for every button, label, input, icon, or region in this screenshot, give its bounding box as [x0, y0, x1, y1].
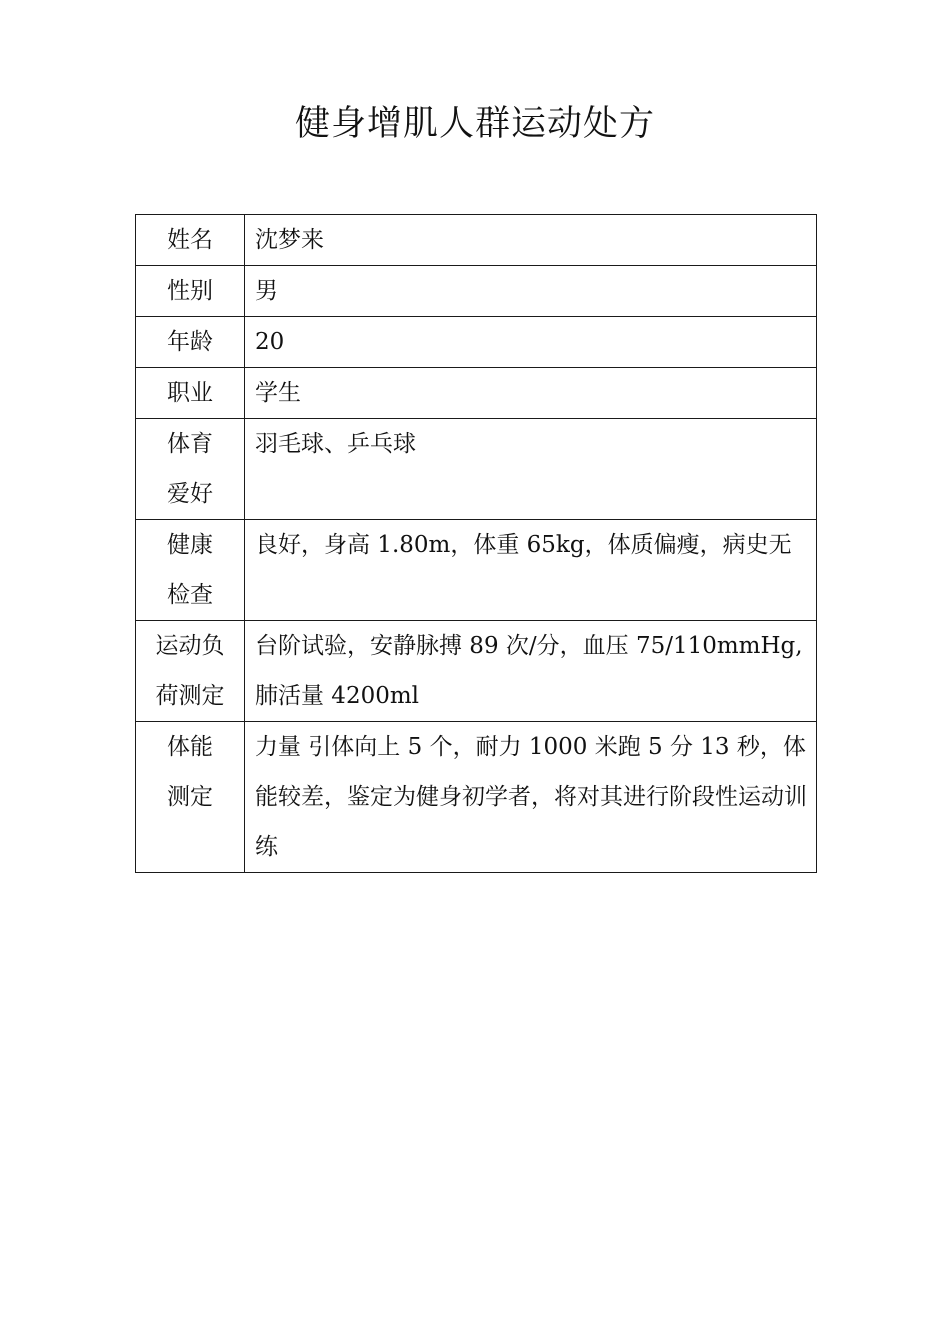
row-label-text: 职业 — [167, 380, 213, 406]
row-value: 台阶试验，安静脉搏 89 次/分，血压 75/110mmHg,肺活量 4200ml — [245, 621, 817, 722]
table-row-occupation — [136, 368, 817, 419]
table-row-fitness-test — [136, 722, 817, 873]
row-label-text: 健康 检查 — [167, 532, 213, 608]
row-value: 20 — [245, 317, 817, 368]
row-label — [136, 317, 245, 368]
row-value: 沈梦来 — [245, 215, 817, 266]
table-row-gender — [136, 266, 817, 317]
row-label-text: 体能 测定 — [167, 734, 213, 810]
prescription-table — [135, 214, 817, 873]
row-value: 力量 引体向上 5 个，耐力 1000 米跑 5 分 13 秒，体能较差，鉴定为健身初学者，将对其进行阶段性运动训练 — [245, 722, 817, 873]
document-title: 健身增肌人群运动处方 — [294, 104, 655, 144]
row-value: 羽毛球、乒乓球 — [245, 419, 817, 520]
row-value: 良好，身高 1.80m，体重 65kg，体质偏瘦，病史无 — [245, 520, 817, 621]
row-label-text: 姓名 — [167, 227, 213, 253]
row-label-text: 体育 爱好 — [167, 431, 213, 507]
row-label-text: 年龄 — [167, 329, 213, 355]
row-label — [136, 419, 245, 520]
row-label — [136, 215, 245, 266]
row-value: 男 — [245, 266, 817, 317]
table-row-sports-hobby — [136, 419, 817, 520]
row-label — [136, 266, 245, 317]
row-label-text: 运动负 荷测定 — [155, 633, 225, 709]
row-label — [136, 520, 245, 621]
table-row-health-check — [136, 520, 817, 621]
table-row-exercise-load-test — [136, 621, 817, 722]
table-row-name — [136, 215, 817, 266]
row-label — [136, 621, 245, 722]
row-label-text: 性别 — [167, 278, 213, 304]
table-row-age — [136, 317, 817, 368]
row-label — [136, 368, 245, 419]
row-value: 学生 — [245, 368, 817, 419]
row-label — [136, 722, 245, 873]
